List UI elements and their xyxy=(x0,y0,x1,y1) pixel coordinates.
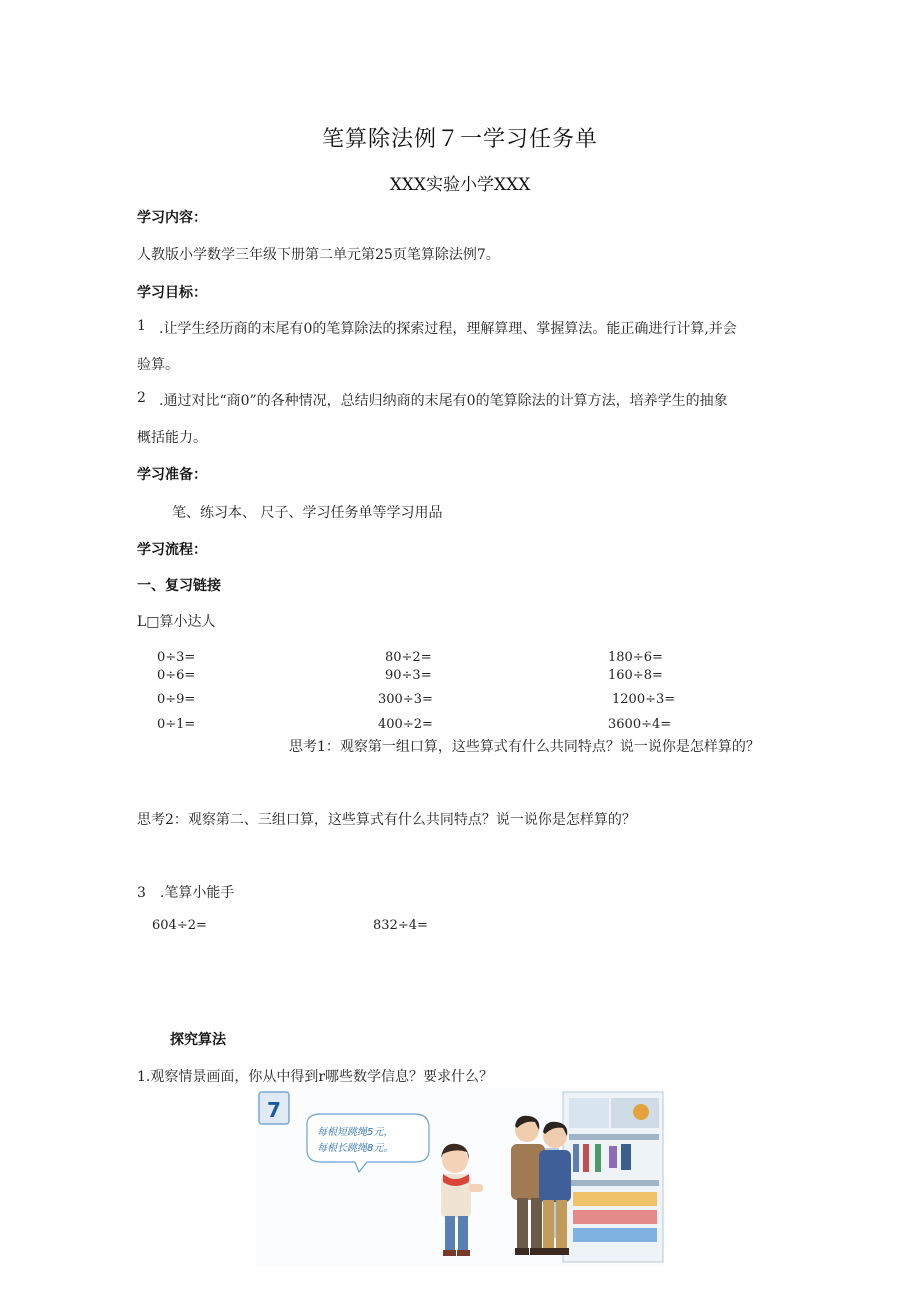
calc-item: 0÷9= xyxy=(157,692,196,707)
calc-item: 3600÷4= xyxy=(608,717,672,732)
think-1: 思考1：观察第一组口算，这些算式有什么共同特点？说一说你是怎样算的？ xyxy=(289,739,760,755)
page-subtitle: XXX实验小学XXX xyxy=(389,175,531,195)
girl-figure-icon xyxy=(441,1144,483,1256)
calc-item: 180÷6= xyxy=(608,650,663,665)
oral-calc-heading: L□算小达人 xyxy=(137,614,216,630)
goal-1-line-2: 验算。 xyxy=(137,357,179,373)
scene-illustration xyxy=(255,1088,665,1266)
calc-item: 400÷2= xyxy=(378,717,433,732)
goal-1-line-1: .让学生经历商的末尾有0的笔算除法的探索过程，理解算理、掌握算法。能正确进行计算,并会 xyxy=(159,321,737,337)
calc-item: 80÷2= xyxy=(385,650,432,665)
calc-item: 0÷1= xyxy=(157,717,196,732)
calc-item: 1200÷3= xyxy=(612,692,676,707)
example-badge-number: 7 xyxy=(267,1098,281,1122)
written-calc-item: 832÷4= xyxy=(373,918,428,933)
bubble-line-1: 每根短跳绳5元， xyxy=(317,1127,394,1138)
review-heading: 一、复习链接 xyxy=(137,578,221,594)
observe-question: 1.观察情景画面，你从中得到r哪些数学信息？要求什么？ xyxy=(137,1069,494,1085)
calc-item: 90÷3= xyxy=(385,668,432,683)
page-title: 笔算除法例７一学习任务单 xyxy=(321,127,598,152)
goal-2-number: 2 xyxy=(137,390,146,406)
think-2: 思考2：观察第二、三组口算，这些算式有什么共同特点？说一说你是怎样算的？ xyxy=(137,812,636,828)
written-calc-heading: 3 .笔算小能手 xyxy=(137,885,235,901)
content-label: 学习内容： xyxy=(137,210,207,226)
calc-item: 160÷8= xyxy=(608,668,663,683)
calc-item: 0÷6= xyxy=(157,668,196,683)
prep-text: 笔、练习本、 尺子、学习任务单等学习用品 xyxy=(172,505,443,521)
goal-2-line-1: .通过对比“商0”的各种情况，总结归纳商的末尾有0的笔算除法的计算方法，培养学生的抽象 xyxy=(159,393,728,409)
prep-label: 学习准备： xyxy=(137,467,207,483)
goal-1-number: 1 xyxy=(137,318,146,334)
process-label: 学习流程： xyxy=(137,542,207,558)
content-text: 人教版小学数学三年级下册第二单元第25页笔算除法例7。 xyxy=(137,247,500,263)
explore-heading: 探究算法 xyxy=(170,1032,226,1048)
calc-item: 0÷3= xyxy=(157,650,196,665)
goals-label: 学习目标： xyxy=(137,285,207,301)
goal-2-line-2: 概括能力。 xyxy=(137,430,207,446)
bubble-line-2: 每根长跳绳8元。 xyxy=(317,1143,394,1154)
written-calc-item: 604÷2= xyxy=(152,918,207,933)
calc-item: 300÷3= xyxy=(378,692,433,707)
